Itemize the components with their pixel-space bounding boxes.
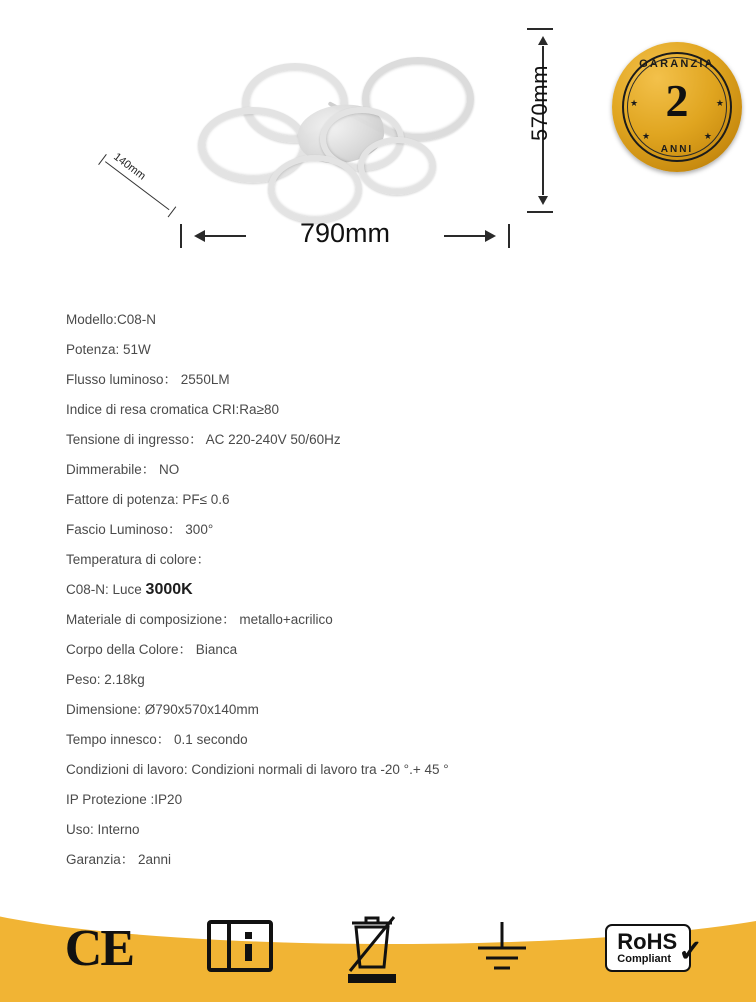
warranty-top-text: GARANZIA	[639, 58, 715, 70]
manual-book-svg	[207, 920, 273, 972]
spec-text: Materiale di composizione： metallo+acrilico	[66, 612, 333, 627]
dimension-cap	[527, 28, 553, 30]
dimension-cap	[508, 224, 510, 248]
spec-row	[66, 335, 706, 365]
spec-row	[66, 725, 706, 755]
rohs-label: RoHS	[617, 929, 678, 955]
dimension-line	[444, 235, 486, 237]
spec-row	[66, 845, 706, 875]
spec-row	[66, 425, 706, 455]
earth-ground-icon	[472, 918, 532, 979]
spec-row	[66, 305, 706, 335]
star-icon: ★	[642, 131, 651, 141]
spec-text: Peso: 2.18kg	[66, 672, 145, 687]
manual-book-icon	[207, 920, 273, 977]
spec-row	[66, 455, 706, 485]
spec-text: Tensione di ingresso： AC 220-240V 50/60Hz	[66, 432, 341, 447]
weee-underline-bar	[348, 974, 396, 983]
spec-text: Indice di resa cromatica CRI:Ra≥80	[66, 402, 279, 417]
spec-row	[66, 815, 706, 845]
spec-text: Fattore di potenza: PF≤ 0.6	[66, 492, 230, 507]
spec-row	[66, 695, 706, 725]
spec-text: Flusso luminoso： 2550LM	[66, 372, 230, 387]
spec-text: Temperatura di colore：	[66, 552, 211, 567]
ce-mark-icon	[65, 919, 133, 978]
height-dimension-marker	[518, 28, 562, 213]
height-dimension-label: 570mm	[527, 65, 552, 141]
rohs-compliant-badge	[605, 924, 704, 972]
weee-bin-svg	[346, 913, 398, 975]
spec-text: Dimmerabile： NO	[66, 462, 180, 477]
warranty-years: 2	[665, 75, 689, 126]
specification-list	[66, 305, 706, 875]
ce-mark-label: CE	[64, 919, 134, 977]
certification-banner	[0, 880, 756, 1002]
spec-text: Potenza: 51W	[66, 342, 151, 357]
color-temperature-value: 3000K	[145, 581, 193, 598]
arrow-down-icon	[538, 196, 548, 205]
warranty-bottom-text: ANNI	[660, 144, 694, 155]
width-dimension-marker	[180, 218, 510, 262]
arrow-right-icon	[485, 230, 496, 242]
dimension-cap	[98, 154, 107, 165]
star-icon: ★	[703, 131, 712, 141]
spec-text: Tempo innesco： 0.1 secondo	[66, 732, 248, 747]
dimension-cap	[527, 211, 553, 213]
spec-row	[66, 545, 706, 575]
lamp-ring	[268, 155, 362, 223]
certification-icon-row	[0, 908, 756, 988]
spec-text: Modello:C08-N	[66, 312, 157, 327]
spec-row	[66, 785, 706, 815]
width-dimension-label: 790mm	[299, 218, 391, 248]
lamp-illustration	[150, 45, 520, 195]
star-icon: ★	[630, 98, 639, 108]
spec-text: Dimensione: Ø790x570x140mm	[66, 702, 259, 717]
rohs-sub-label: Compliant	[617, 952, 672, 965]
spec-row	[66, 665, 706, 695]
spec-row	[66, 365, 706, 395]
spec-row	[66, 755, 706, 785]
spec-text: Uso: Interno	[66, 822, 140, 837]
weee-crossed-bin-icon	[346, 913, 398, 983]
spec-row	[66, 635, 706, 665]
product-image-area	[0, 0, 756, 278]
check-icon: ✓	[678, 935, 704, 969]
spec-row-color-temperature	[66, 575, 706, 605]
spec-row	[66, 485, 706, 515]
spec-text: Fascio Luminoso： 300°	[66, 522, 214, 537]
spec-row	[66, 515, 706, 545]
star-icon: ★	[715, 98, 724, 108]
spec-row	[66, 605, 706, 635]
spec-text: Corpo della Colore： Bianca	[66, 642, 238, 657]
spec-row	[66, 395, 706, 425]
warranty-badge	[612, 42, 742, 172]
spec-text: IP Protezione :IP20	[66, 792, 183, 807]
ground-symbol-svg	[472, 918, 532, 974]
spec-text: C08-N: Luce	[66, 582, 146, 597]
arrow-up-icon	[538, 36, 548, 45]
lamp-ring	[358, 137, 436, 195]
depth-dimension-label: 140mm	[111, 150, 148, 183]
spec-text: Garanzia： 2anni	[66, 852, 172, 867]
spec-text: Condizioni di lavoro: Condizioni normali di lavoro tra -20 °.+ 45 °	[66, 762, 449, 777]
